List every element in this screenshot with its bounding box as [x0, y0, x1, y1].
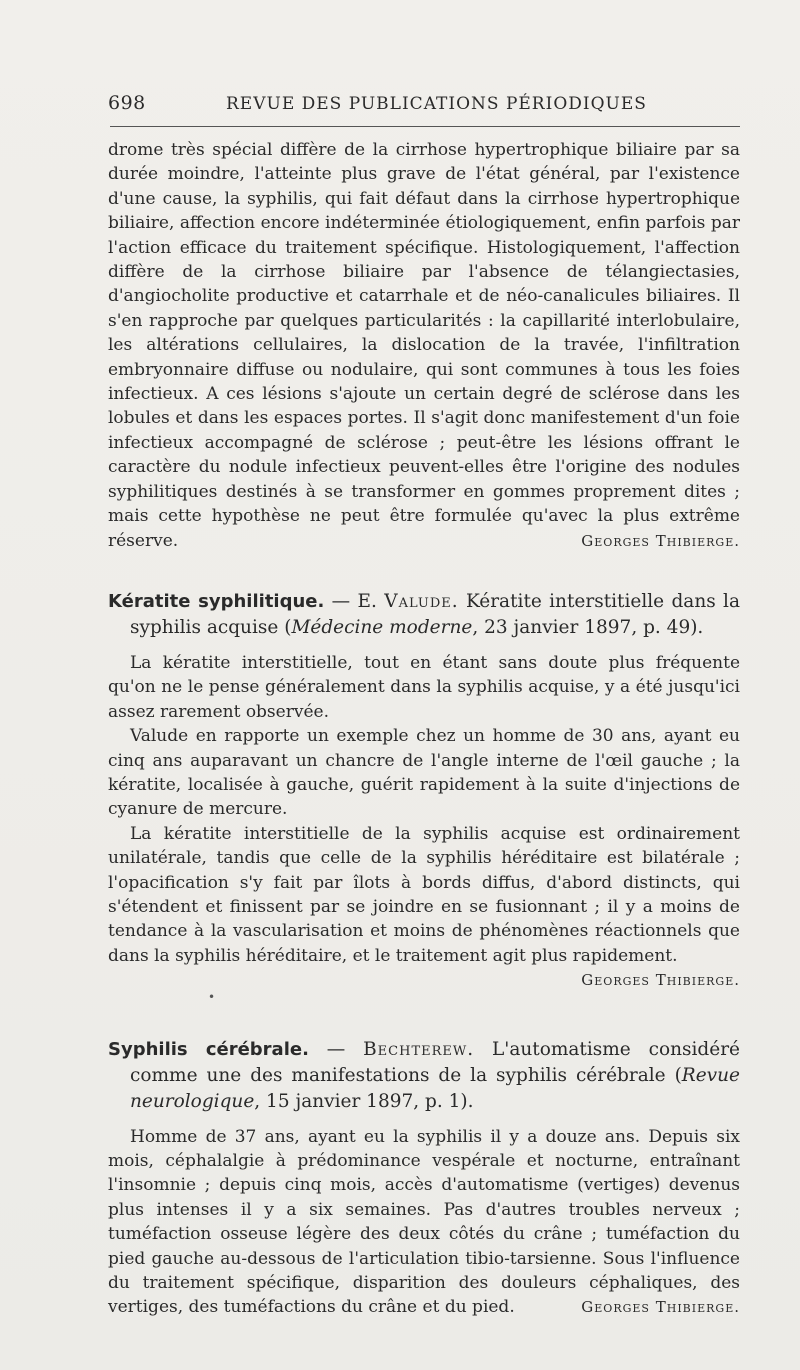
entry-paragraph: La kératite interstitielle, tout en étant sans doute plus fréquente qu'on ne le pense généralement dans la syphilis acquise, y a été jusqu'ici assez rarement observée. [108, 652, 740, 722]
entry-heading [108, 1037, 740, 1115]
entry-author: Valude. [384, 590, 459, 612]
entry-paragraph: Valude en rapporte un exemple chez un homme de 30 ans, ayant eu cinq ans auparavant un chancre de l'angle interne de l'œil gauche ; la kératite, localisée à gauche, guérit rapidement à la suite d'injections de cyanure de mercure. [108, 726, 740, 820]
entry-signature: Georges Thibierge. [581, 1298, 740, 1317]
entry-topic: Syphilis cérébrale. [108, 1038, 309, 1060]
entry-dash: — E. [324, 590, 385, 612]
continuation-signature: Georges Thibierge. [581, 531, 740, 550]
entry-paragraph: La kératite interstitielle de la syphilis acquise est ordinairement unilatérale, tandis que celle de la syphilis héréditaire est bilatérale ; l'opacification s'y fait par îlots à bords diffus, d'abord distincts, qui s'étendent et finissent par se joindre en se fusionnant ; il y a moins de tendance à la vascularisation et moins de phénomènes réactionnels que dans la syphilis héréditaire, et le traitement agit plus rapidement. [108, 823, 740, 966]
entry-citation: , 15 janvier 1897, p. 1). [254, 1090, 474, 1112]
page-body [108, 138, 740, 1320]
entry-journal: Médecine moderne [291, 616, 473, 638]
entry-title: L'automatisme considéré comme une des manifestations de la syphilis cérébrale ( [130, 1038, 740, 1086]
page-number: 698 [108, 92, 146, 114]
running-title: REVUE DES PUBLICATIONS PÉRIODIQUES [226, 94, 647, 114]
header-rule [110, 126, 740, 127]
entry-topic: Kératite syphilitique. [108, 590, 325, 612]
entry-author: Bechterew. [363, 1038, 475, 1060]
entry-signature: Georges Thibierge. [581, 971, 740, 990]
entry-syphilis-cerebrale [108, 1037, 740, 1320]
continuation-paragraph: drome très spécial diffère de la cirrhose hypertrophique biliaire par sa durée moindre, l'atteinte plus grave de l'état général, par l'existence d'une cause, la syphilis, qui fait défaut dans la cirrhose hypertrophique biliaire, affection encore indéterminée étiologiquement, enfin parfois par l'action efficace du traitement spécifique. Histologiquement, l'affection diffère de la cirrhose biliaire par l'absence de télangiectasies, d'angiocholite productive et catarrhale et de néo-canalicules biliaires. Il s'en rapproche par quelques particularités : la capillarité interlobulaire, les altérations cellulaires, la dislocation de la travée, l'infiltration embryonnaire diffuse ou nodulaire, qui sont communes à tous les foies infectieux. A ces lésions s'ajoute un certain degré de sclérose dans les lobules et dans les espaces portes. Il s'agit donc manifestement d'un foie infectieux accompagné de sclérose ; peut-être les lésions offrant le caractère du nodule infectieux peuvent-elles être l'origine des nodules syphilitiques destinés à se transformer en gommes proprement dites ; mais cette hypothèse ne peut être formulée qu'avec la plus extrême réserve. [108, 140, 740, 551]
entry-title: Kératite interstitielle dans la syphilis acquise ( [130, 590, 740, 638]
ink-dot: • [208, 989, 216, 1004]
entry-journal: Revue neurologique [130, 1064, 740, 1112]
entry-paragraph: Homme de 37 ans, ayant eu la syphilis il y a douze ans. Depuis six mois, céphalalgie à prédominance vespérale et nocturne, entraînant l'insomnie ; depuis cinq mois, accès d'automatisme (vertiges) devenus plus intenses il y a six semaines. Pas d'autres troubles nerveux ; tuméfaction osseuse légère des deux côtés du crâne ; tuméfaction du pied gauche au-dessous de l'articulation tibio-tarsienne. Sous l'influence du traitement spécifique, disparition des douleurs céphaliques, des vertiges, des tuméfactions du crâne et du pied. [108, 1126, 740, 1318]
entry-dash: — [308, 1038, 364, 1060]
entry-keratite [108, 589, 740, 993]
entry-heading [108, 589, 740, 641]
entry-citation: , 23 janvier 1897, p. 49). [472, 616, 704, 638]
